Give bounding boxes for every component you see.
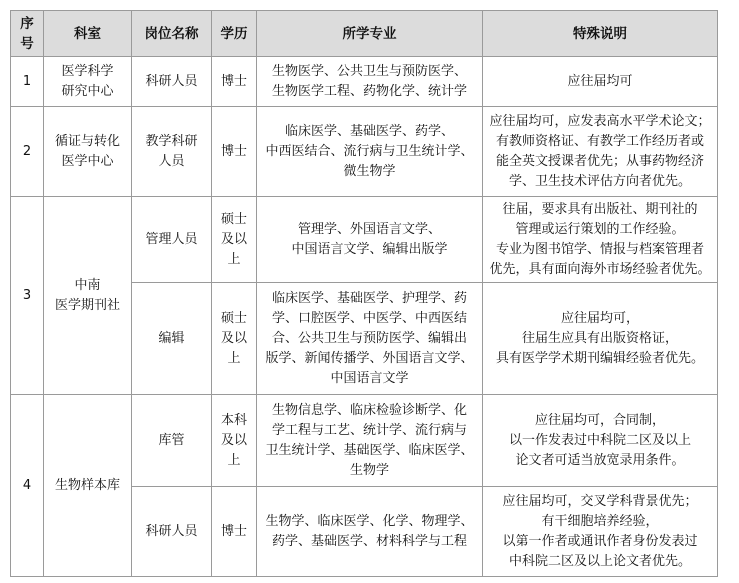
cell-note: 应往届均可， 往届生应具有出版资格证， 具有医学学术期刊编辑经验者优先。 [483, 283, 718, 395]
cell-major: 生物学、临床医学、化学、物理学、 药学、基础医学、材料科学与工程 [257, 487, 483, 577]
header-no: 序 号 [11, 11, 44, 57]
cell-dept: 生物样本库 [44, 395, 132, 577]
header-major: 所学专业 [257, 11, 483, 57]
table-row [11, 57, 718, 107]
cell-note: 应往届均可 [483, 57, 718, 107]
cell-no: 4 [11, 395, 44, 577]
cell-no: 1 [11, 57, 44, 107]
cell-major: 生物信息学、临床检验诊断学、化 学工程与工艺、统计学、流行病与 卫生统计学、基础医学、临床医学、 生物学 [257, 395, 483, 487]
cell-position: 教学科研 人员 [132, 107, 212, 197]
recruitment-table [10, 10, 718, 577]
header-dept: 科室 [44, 11, 132, 57]
cell-major: 生物医学、公共卫生与预防医学、 生物医学工程、药物化学、统计学 [257, 57, 483, 107]
cell-major: 管理学、外国语言文学、 中国语言文学、编辑出版学 [257, 197, 483, 283]
cell-no: 2 [11, 107, 44, 197]
cell-degree: 本科 及以 上 [212, 395, 257, 487]
header-position: 岗位名称 [132, 11, 212, 57]
table-row [11, 197, 718, 283]
cell-degree: 博士 [212, 487, 257, 577]
table-row [11, 395, 718, 487]
cell-position: 管理人员 [132, 197, 212, 283]
cell-position: 科研人员 [132, 57, 212, 107]
cell-degree: 硕士 及以 上 [212, 197, 257, 283]
cell-position: 科研人员 [132, 487, 212, 577]
cell-position: 编辑 [132, 283, 212, 395]
table-row [11, 107, 718, 197]
cell-major: 临床医学、基础医学、药学、 中西医结合、流行病与卫生统计学、 微生物学 [257, 107, 483, 197]
cell-degree: 硕士 及以 上 [212, 283, 257, 395]
cell-dept: 中南 医学期刊社 [44, 197, 132, 395]
header-note: 特殊说明 [483, 11, 718, 57]
table-header-row [11, 11, 718, 57]
cell-dept: 医学科学 研究中心 [44, 57, 132, 107]
cell-degree: 博士 [212, 57, 257, 107]
cell-note: 应往届均可，应发表高水平学术论文； 有教师资格证、有教学工作经历者或 能全英文授课者优先；从事药物经济 学、卫生技术评估方向者优先。 [483, 107, 718, 197]
cell-note: 应往届均可，交叉学科背景优先； 有干细胞培养经验， 以第一作者或通讯作者身份发表过 中科院二区及以上论文者优先。 [483, 487, 718, 577]
cell-note: 往届，要求具有出版社、期刊社的 管理或运行策划的工作经验。 专业为图书馆学、情报与档案管理者 优先，具有面向海外市场经验者优先。 [483, 197, 718, 283]
cell-major: 临床医学、基础医学、护理学、药 学、口腔医学、中医学、中西医结 合、公共卫生与预防医学、编辑出 版学、新闻传播学、外国语言文学、 中国语言文学 [257, 283, 483, 395]
header-degree: 学历 [212, 11, 257, 57]
cell-position: 库管 [132, 395, 212, 487]
cell-note: 应往届均可，合同制， 以一作发表过中科院二区及以上 论文者可适当放宽录用条件。 [483, 395, 718, 487]
cell-no: 3 [11, 197, 44, 395]
cell-dept: 循证与转化 医学中心 [44, 107, 132, 197]
cell-degree: 博士 [212, 107, 257, 197]
